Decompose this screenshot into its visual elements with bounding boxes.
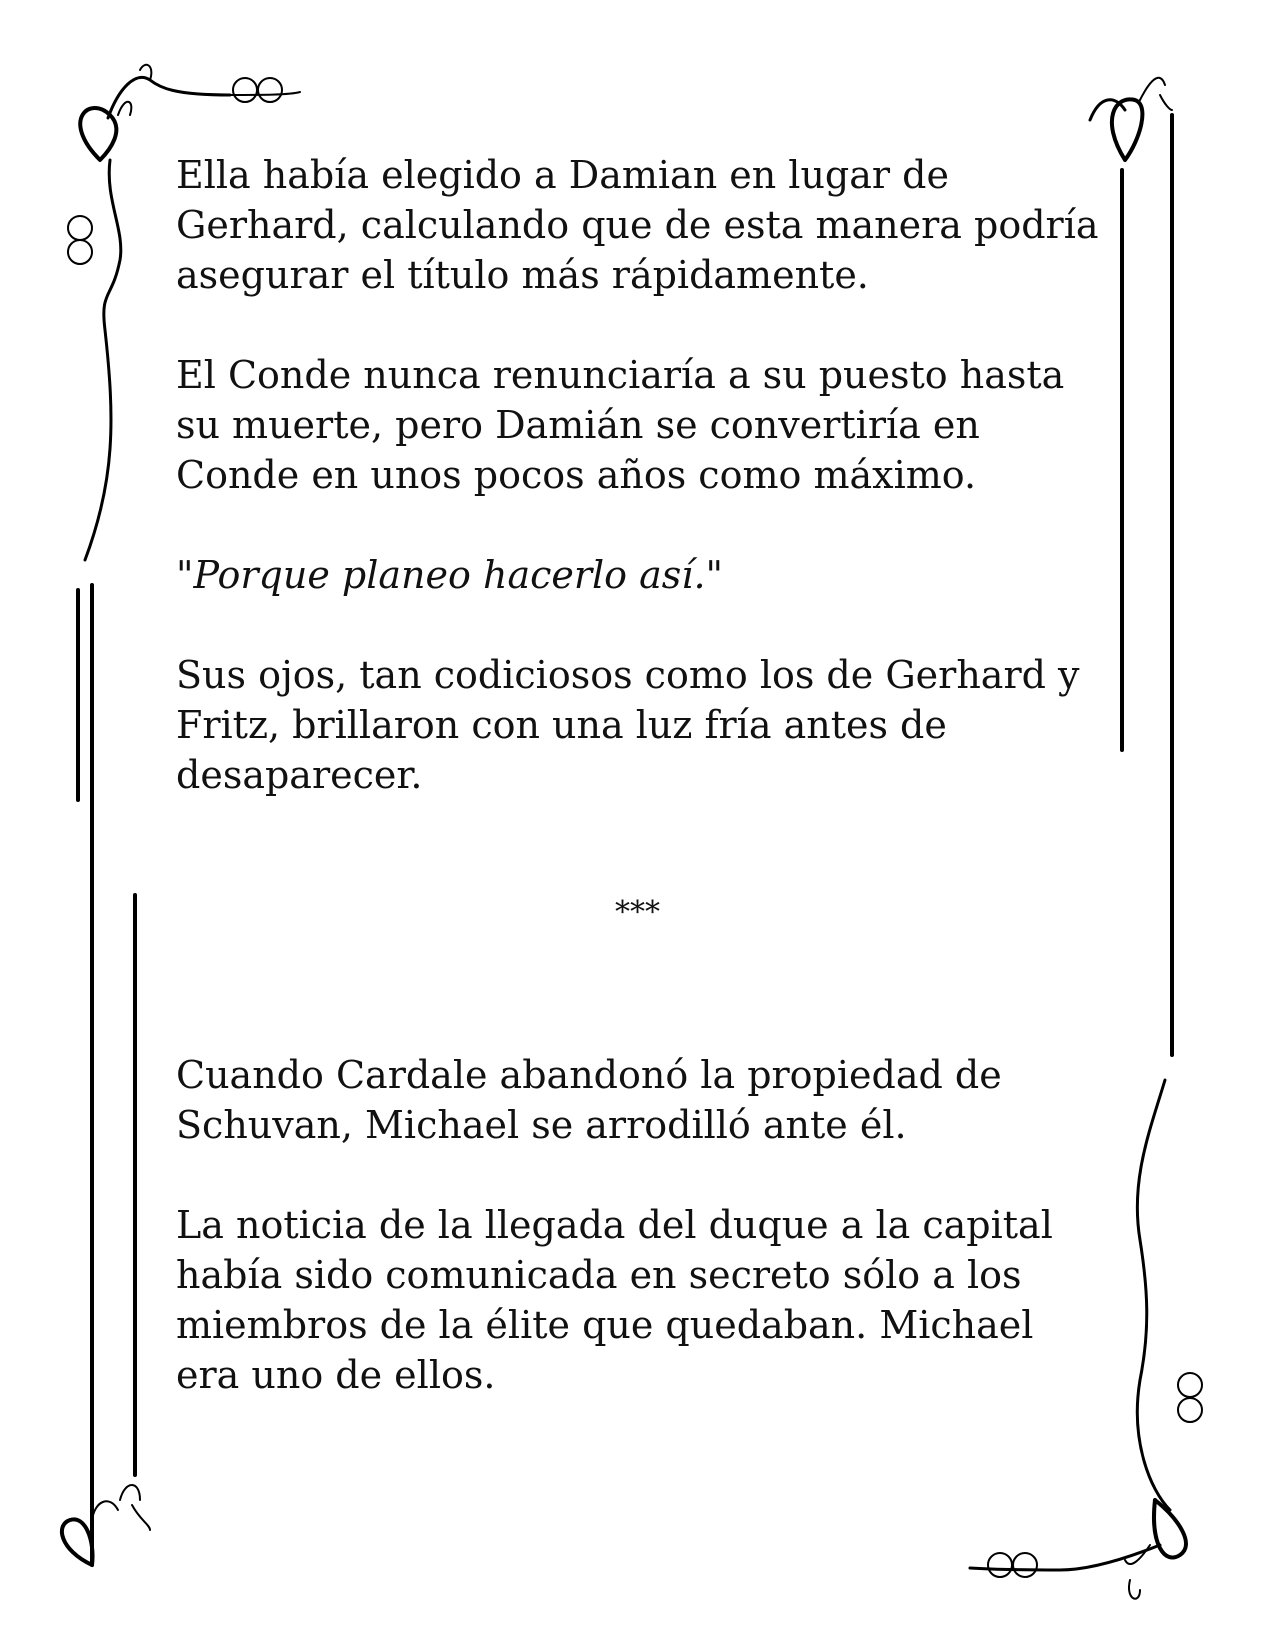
paragraph-1: Ella había elegido a Damian en lugar de Gerhard, calculando que de esta manera podría asegurar el título más rápidamente.	[176, 153, 1099, 297]
paragraph-2: El Conde nunca renunciaría a su puesto hasta su muerte, pero Damián se convertiría en Conde en unos pocos años como máximo.	[176, 353, 1065, 497]
section-separator: ***	[615, 895, 660, 930]
flourish-bottom-left-icon	[62, 1485, 150, 1565]
paragraph-6: La noticia de la llegada del duque a la capital había sido comunicada en secreto sólo a los miembros de la élite que quedaban. Michael era uno de ellos.	[176, 1203, 1053, 1397]
paragraph-4: Sus ojos, tan codiciosos como los de Gerhard y Fritz, brillaron con una luz fría antes de desaparecer.	[176, 653, 1080, 797]
paragraph-5: Cuando Cardale abandonó la propiedad de Schuvan, Michael se arrodilló ante él.	[176, 1053, 1002, 1147]
paragraph-3-quote: "Porque planeo hacerlo así."	[176, 553, 724, 597]
